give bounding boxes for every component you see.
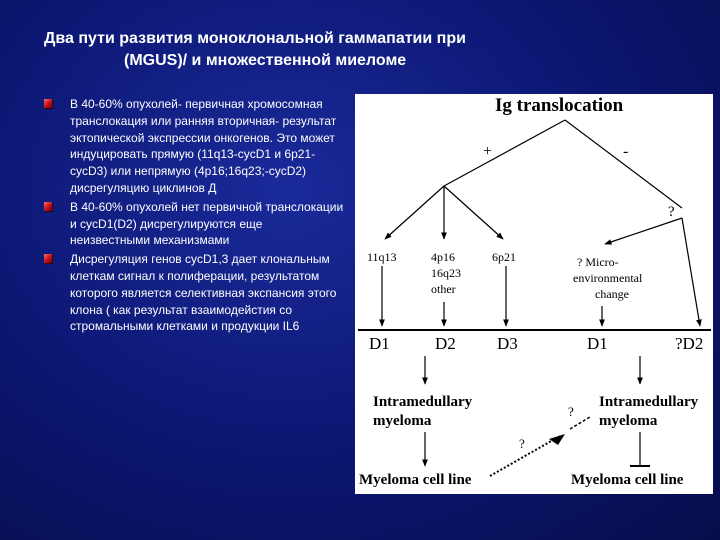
bullet-text: В 40-60% опухолей нет первичной транслокации и cycD1(D2) дисрегулируются еще неизвестными механизмами xyxy=(70,199,344,248)
micro-line-3: change xyxy=(595,287,629,301)
left-myeloma-line-1: Intramedullary xyxy=(373,394,473,410)
minus-sign: - xyxy=(623,143,629,160)
question-dashed-1: ? xyxy=(568,404,574,419)
dashed-arrowhead-icon xyxy=(549,434,565,445)
bullet-list xyxy=(44,96,344,337)
locus-16q23: 16q23 xyxy=(431,266,461,280)
translocation-diagram xyxy=(355,94,713,494)
title-line-1: Два пути развития моноклональной гаммапатии при xyxy=(44,30,466,47)
plus-sign: + xyxy=(483,143,493,160)
branch-minus-line xyxy=(565,120,682,208)
locus-4p16: 4p16 xyxy=(431,250,455,264)
title-line-2: (MGUS)/ и множественной миеломе xyxy=(124,52,407,69)
cyclin-d1: D1 xyxy=(369,334,390,353)
right-myeloma-line-1: Intramedullary xyxy=(599,394,699,410)
right-cell-line: Myeloma cell line xyxy=(571,472,684,488)
cyclin-d2-question: ?D2 xyxy=(675,334,704,353)
micro-line-2: environmental xyxy=(573,271,643,285)
question-top: ? xyxy=(668,204,675,220)
diagram-title: Ig translocation xyxy=(495,95,624,116)
arrow-to-micro xyxy=(605,218,682,244)
locus-6p21: 6p21 xyxy=(492,250,516,264)
cyclin-d1-right: D1 xyxy=(587,334,608,353)
bullet-text: В 40-60% опухолей- первичная хромосомная транслокация или ранняя вторичная- результат эктопической экспрессии онкогенов. Это может индуцировать прямую (11q13-cycD1 и 6p21-cycD3) или непрямую (4p16;16q23;-cycD2) дисрегуляцию циклинов Д xyxy=(70,97,337,195)
cyclin-d2: D2 xyxy=(435,334,456,353)
bullet-marker-icon xyxy=(44,99,52,108)
micro-line-1: ? Micro- xyxy=(577,255,619,269)
bullet-marker-icon xyxy=(44,254,52,263)
arrow-to-6p21 xyxy=(444,186,503,239)
locus-other: other xyxy=(431,282,456,296)
bullet-item xyxy=(44,199,344,249)
right-myeloma-line-2: myeloma xyxy=(599,413,658,429)
dashed-arrow-line xyxy=(490,436,560,476)
bullet-item xyxy=(44,251,344,335)
bullet-marker-icon xyxy=(44,202,52,211)
arrow-to-11q13 xyxy=(385,186,444,239)
diagram-canvas xyxy=(355,94,713,494)
arrow-to-d2q xyxy=(682,218,700,326)
bullet-text: Дисрегуляция генов cycD1,3 дает клональным клеткам сигнал к полиферации, результатом которого является селективная экспансия этого клона ( как результат взаимодейстия со стромальными клетками и продукции IL6 xyxy=(70,252,337,334)
slide-title xyxy=(44,28,644,72)
bullet-item xyxy=(44,96,344,197)
locus-11q13: 11q13 xyxy=(367,250,397,264)
branch-plus-line xyxy=(444,120,565,186)
left-cell-line: Myeloma cell line xyxy=(359,472,472,488)
question-dashed-2: ? xyxy=(519,436,525,451)
left-myeloma-line-2: myeloma xyxy=(373,413,432,429)
cyclin-d3: D3 xyxy=(497,334,518,353)
